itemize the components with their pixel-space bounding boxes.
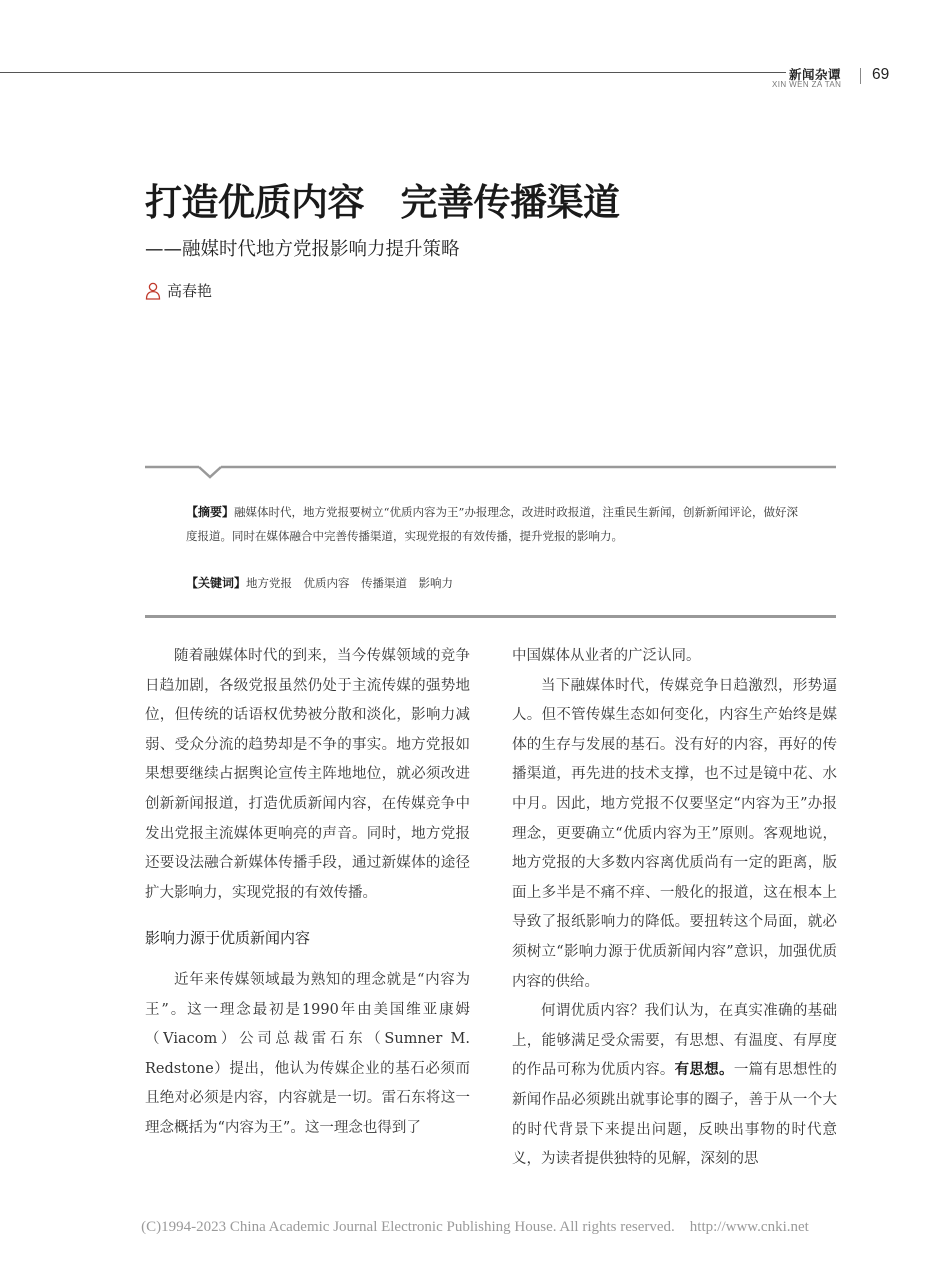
section-heading: 影响力源于优质新闻内容 [145, 929, 311, 948]
article-subtitle: ——融媒时代地方党报影响力提升策略 [145, 239, 460, 260]
body-paragraph: 中国媒体从业者的广泛认同。 [512, 648, 701, 664]
body-paragraph: 近年来传媒领域最为熟知的理念就是“内容为王”。这一理念最初是1990年由美国维亚康姆（Viacom）公司总裁雷石东（Sumner M. Redstone）提出，他认为传媒企业的基石必须而且绝对必须是内容，内容就是一切。雷石东将这一理念概括为“内容为王”。这一理念也得到了 [145, 971, 470, 1136]
header-rule [0, 72, 846, 73]
body-column-right [512, 642, 837, 1175]
header-divider [860, 68, 861, 84]
abstract-body: 融媒体时代，地方党报要树立“优质内容为王”办报理念，改进时政报道，注重民生新闻，创新新闻评论，做好深度报道。同时在媒体融合中完善传播渠道，实现党报的有效传播，提升党报的影响力。 [186, 505, 798, 543]
person-outline-icon [145, 282, 161, 300]
body-paragraph [512, 997, 837, 1175]
body-column-left [145, 642, 470, 1144]
paragraph-text: 何谓优质内容？我们认为，在真实准确的基础上，能够满足受众需要，有思想、有温度、有厚度的作品可称为优质内容。 [512, 1003, 837, 1079]
keywords-label: 【关键词】 [186, 576, 247, 590]
author-line [145, 280, 212, 301]
paragraph-text: 一篇有思想性的新闻作品必须跳出就事论事的圈子，善于从一个大的时代背景下来提出问题，反映出事物的时代意义，为读者提供独特的见解，深刻的思 [512, 1062, 838, 1168]
abstract-bottom-rule [145, 615, 836, 618]
abstract-text [186, 500, 798, 548]
copyright-footer: (C)1994-2023 China Academic Journal Electronic Publishing House. All rights reserved. http://www.cnki.net [141, 1219, 809, 1235]
keywords-list: 地方党报 优质内容 传播渠道 影响力 [246, 576, 454, 590]
abstract-top-rule [145, 465, 836, 479]
body-paragraph: 当下融媒体时代，传媒竞争日趋激烈，形势逼人。但不管传媒生态如何变化，内容生产始终是媒体的生存与发展的基石。没有好的内容，再好的传播渠道，再先进的技术支撑，也不过是镜中花、水中月。因此，地方党报不仅要坚定“内容为王”办报理念，更要确立“优质内容为王”原则。客观地说，地方党报的大多数内容离优质尚有一定的距离，版面上多半是不痛不痒、一般化的报道，这在根本上导致了报纸影响力的降低。要扭转这个局面，就必须树立“影响力源于优质新闻内容”意识，加强优质内容的供给。 [512, 677, 837, 990]
journal-name-pinyin: XIN WEN ZA TAN [772, 80, 842, 89]
journal-name: 新闻杂谭 [786, 65, 849, 83]
author-name: 高春艳 [167, 282, 213, 300]
bold-lead-in: 有思想。 [674, 1062, 734, 1079]
keywords-line [186, 572, 453, 594]
article-title: 打造优质内容 完善传播渠道 [145, 180, 620, 224]
abstract-label: 【摘要】 [186, 505, 235, 519]
page-number: 69 [872, 66, 890, 83]
body-paragraph: 随着融媒体时代的到来，当今传媒领域的竞争日趋加剧，各级党报虽然仍处于主流传媒的强势地位，但传统的话语权优势被分散和淡化，影响力减弱、受众分流的趋势却是不争的事实。地方党报如果想要继续占据舆论宣传主阵地地位，就必须改进创新新闻报道，打造优质新闻内容，在传媒竞争中发出党报主流媒体更响亮的声音。同时，地方党报还要设法融合新媒体传播手段，通过新媒体的途径扩大影响力，实现党报的有效传播。 [145, 648, 470, 901]
